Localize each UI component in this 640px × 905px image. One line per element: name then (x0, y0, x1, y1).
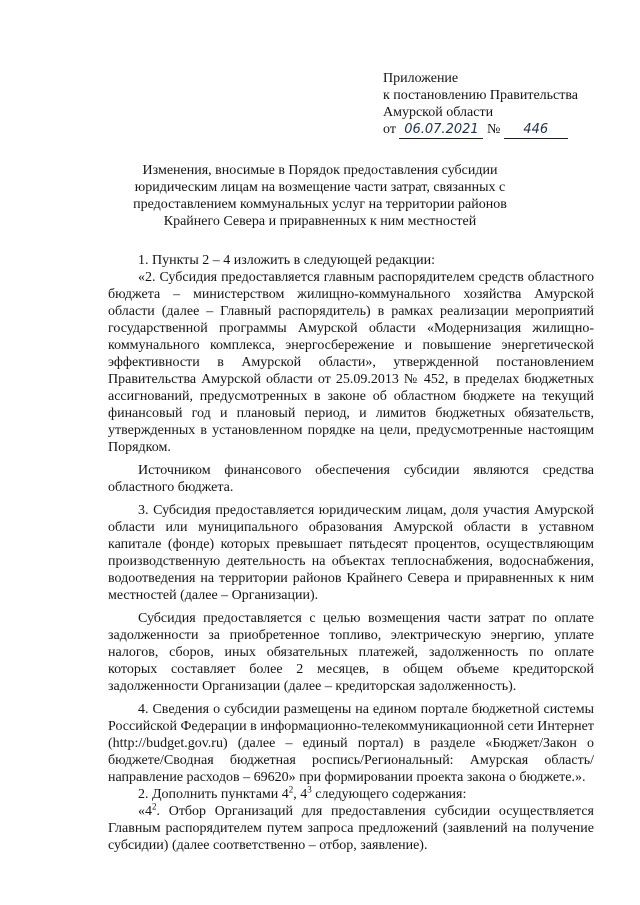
from-label: от (383, 122, 396, 137)
para-2-suffix: следующего содержания: (311, 787, 467, 802)
annex-header (383, 70, 623, 139)
number-label: № (486, 122, 501, 137)
para-4-2-text: . Отбор Организаций для предоставления субсидии осуществляется Главным распорядителем путем запроса предложений (заявлений на получение субсидии) (далее соответственно – отбор, заявление). (108, 804, 594, 853)
annex-decree-line: к постановлению Правительства (383, 88, 579, 103)
para-2-prefix: 2. Дополнить пунктами 4 (138, 787, 289, 802)
handwritten-number: 446 (504, 121, 568, 139)
document-body (108, 252, 594, 854)
para-4-2-prefix: «4 (138, 804, 152, 819)
paragraph-6: 4. Сведения о субсидии размещены на едином портале бюджетной системы Российской Федерации в информационно-телекоммуникационной сети Интернет (http://budget.gov.ru) (далее – единый портал) в разделе «Бюджет/Закон о бюджете/Сводная бюджетная роспись/Региональный: Амурская область/ направление расходов – 69620» при формировании проекта закона о бюджете.». (108, 702, 594, 785)
document-title: Изменения, вносимые в Порядок предоставления субсидии юридическим лицам на возмещение части затрат, связанных с предоставлением коммунальных услуг на территории районов Крайнего Севера и приравненных к ним местностей (133, 163, 507, 229)
para-2-sup1: 2 (288, 784, 294, 795)
para-2-sep: , 4 (293, 787, 308, 802)
annex-date-number-line (383, 121, 623, 139)
annex-region-line: Амурской области (383, 105, 494, 120)
handwritten-date: 06.07.2021 (399, 121, 483, 139)
paragraph-4: 3. Субсидия предоставляется юридическим лицам, доля участия Амурской области или муниципального образования Амурской области в уставном капитале (фонде) которых превышает пятьдесят процентов, осуществляющим производственную деятельность на объектах теплоснабжения, водоснабжения, водоотведения на территории районов Крайнего Севера и приравненных к ним местностей (далее – Организации). (108, 503, 594, 603)
paragraph-7 (108, 786, 594, 803)
paragraph-3: Источником финансового обеспечения субсидии являются средства областного бюджета. (108, 463, 594, 495)
para-4-2-sup: 2 (152, 801, 157, 812)
paragraph-8 (108, 803, 594, 854)
paragraph-1: 1. Пункты 2 – 4 изложить в следующей редакции: (138, 253, 436, 268)
annex-title: Приложение (383, 71, 459, 86)
para-2-sup2: 3 (307, 784, 312, 795)
paragraph-5: Субсидия предоставляется с целью возмещения части затрат по оплате задолженности за приобретенное топливо, электрическую энергию, уплате налогов, сборов, иных обязательных платежей, задолженность по оплате которых составляет более 2 месяцев, в общем объеме кредиторской задолженности Организации (далее – кредиторская задолженность). (108, 611, 594, 694)
paragraph-2: «2. Субсидия предоставляется главным распорядителем средств областного бюджета – министерством жилищно-коммунального хозяйства Амурской области (далее – Главный распорядитель) в рамках реализации мероприятий государственной программы Амурской области «Модернизация жилищно-коммунального комплекса, энергосбережение и повышение энергетической эффективности в Амурской области», утвержденной постановлением Правительства Амурской области от 25.09.2013 № 452, в пределах бюджетных ассигнований, предусмотренных в законе об областном бюджете на текущий финансовый год и плановый период, и лимитов бюджетных обязательств, утвержденных в установленном порядке на цели, предусмотренные настоящим Порядком. (108, 270, 594, 455)
